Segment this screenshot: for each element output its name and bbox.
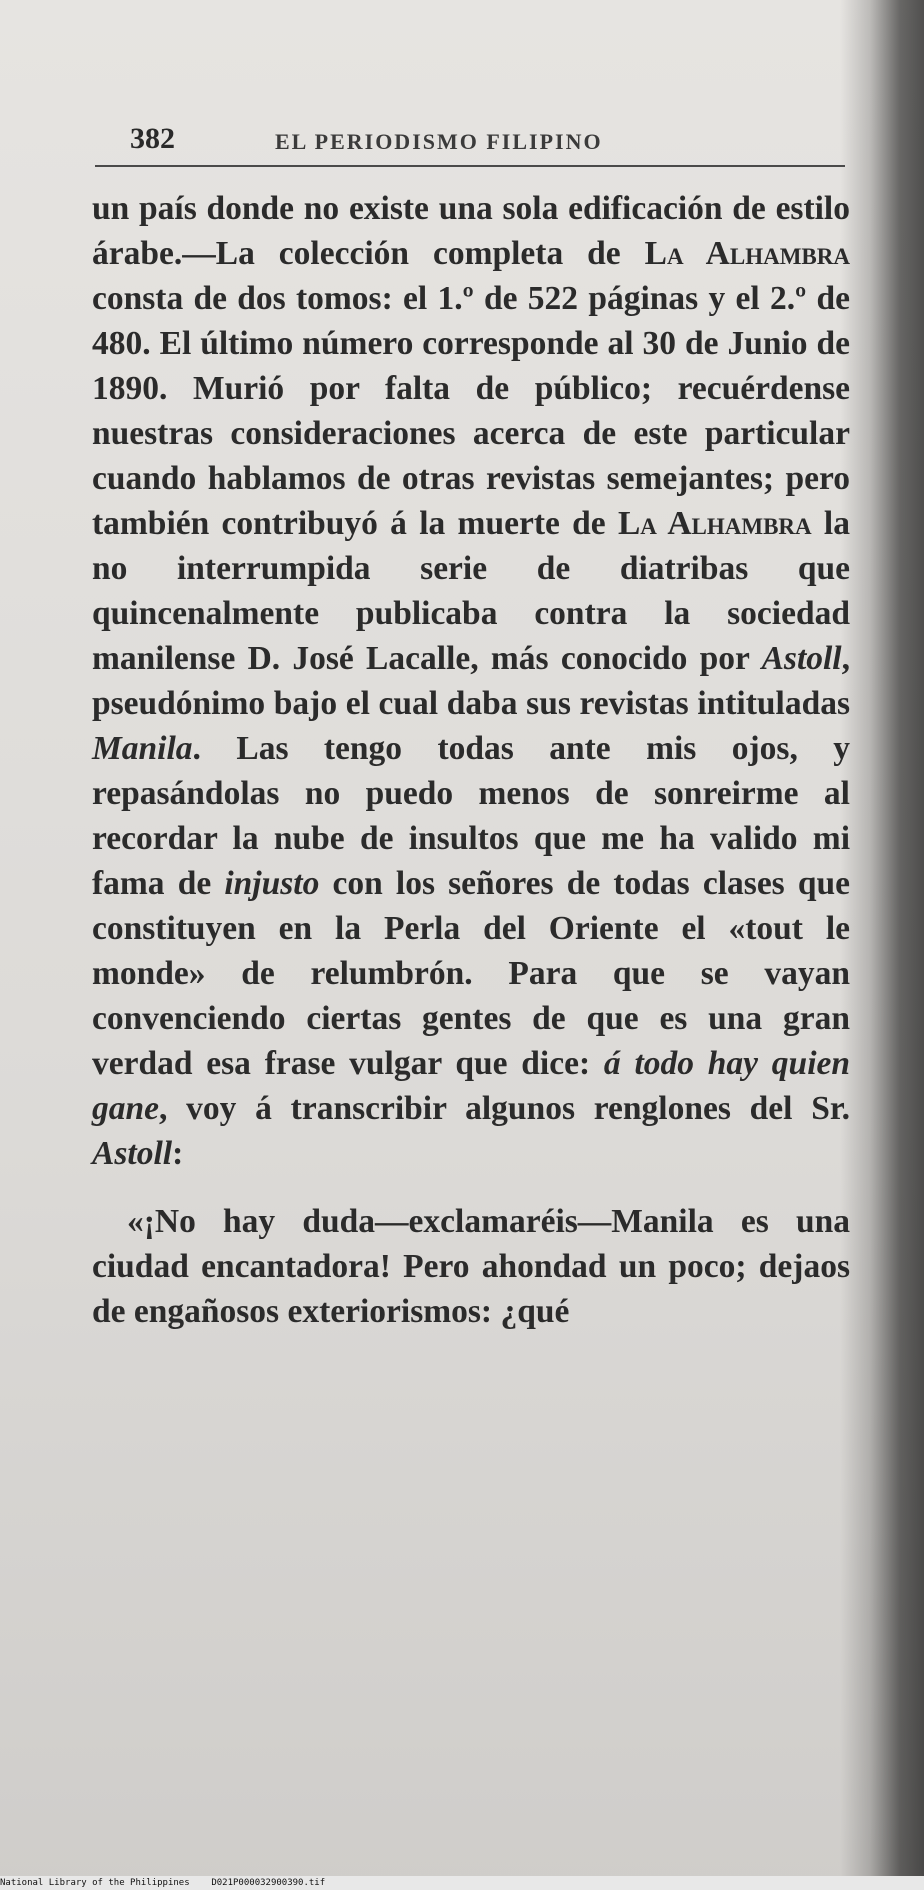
pseudonym-astoll: Astoll: [92, 1135, 173, 1172]
page-number: 382: [130, 122, 175, 155]
main-paragraph: [92, 186, 850, 1176]
text-segment: . Las tengo todas ante mis ojos, y repasándolas no puedo menos de sonreirme al recordar la nube de insultos que me ha valido mi fama de: [92, 730, 850, 902]
library-name: National Library of the Philippines: [0, 1878, 190, 1888]
quote-paragraph: «¡No hay duda—exclamaréis—Manila es una ciudad encantadora! Pero ahondad un poco; dejaos de engañosos exteriorismos: ¿qué: [92, 1203, 850, 1330]
title-la-alhambra: La Alhambra: [644, 235, 850, 272]
text-segment: :: [172, 1135, 184, 1172]
file-id: D021P000032900390.tif: [211, 1878, 326, 1888]
text-segment: , voy á transcribir algunos renglones del Sr.: [159, 1090, 850, 1127]
emphasis-injusto: injusto: [224, 865, 320, 902]
header-rule: [95, 165, 845, 167]
scan-footer: [0, 1876, 924, 1890]
running-head: EL PERIODISMO FILIPINO: [275, 129, 603, 154]
body-text: [92, 186, 850, 1334]
text-segment: la no interrumpida serie de diatribas que quincenalmente publicaba contra la sociedad manilense D. José Lacalle, más conocido por: [92, 505, 850, 677]
quoted-phrase: á todo hay quien gane: [92, 1045, 850, 1127]
text-segment: , pseudónimo bajo el cual daba sus revistas intituladas: [92, 640, 850, 722]
pseudonym-astoll: Astoll: [761, 640, 842, 677]
text-segment: consta de dos tomos: el 1.º de 522 páginas y el 2.º de 480. El último número corresponde al 30 de Junio de 1890. Murió por falta de público; recuérdense nuestras consideraciones acerca de este particular cuando hablamos de otras revistas semejantes; pero también contribuyó á la muerte de: [92, 280, 850, 542]
page-header: [95, 122, 845, 166]
title-manila: Manila: [92, 730, 193, 767]
text-segment: un país donde no existe una sola edificación de estilo árabe.—La colección completa de: [92, 190, 850, 272]
title-la-alhambra: La Alhambra: [617, 505, 812, 542]
text-segment: con los señores de todas clases que constituyen en la Perla del Oriente el «tout le monde» de relumbrón. Para que se vayan convenciendo ciertas gentes de que es una gran verdad esa frase vulgar que dice:: [92, 865, 851, 1082]
